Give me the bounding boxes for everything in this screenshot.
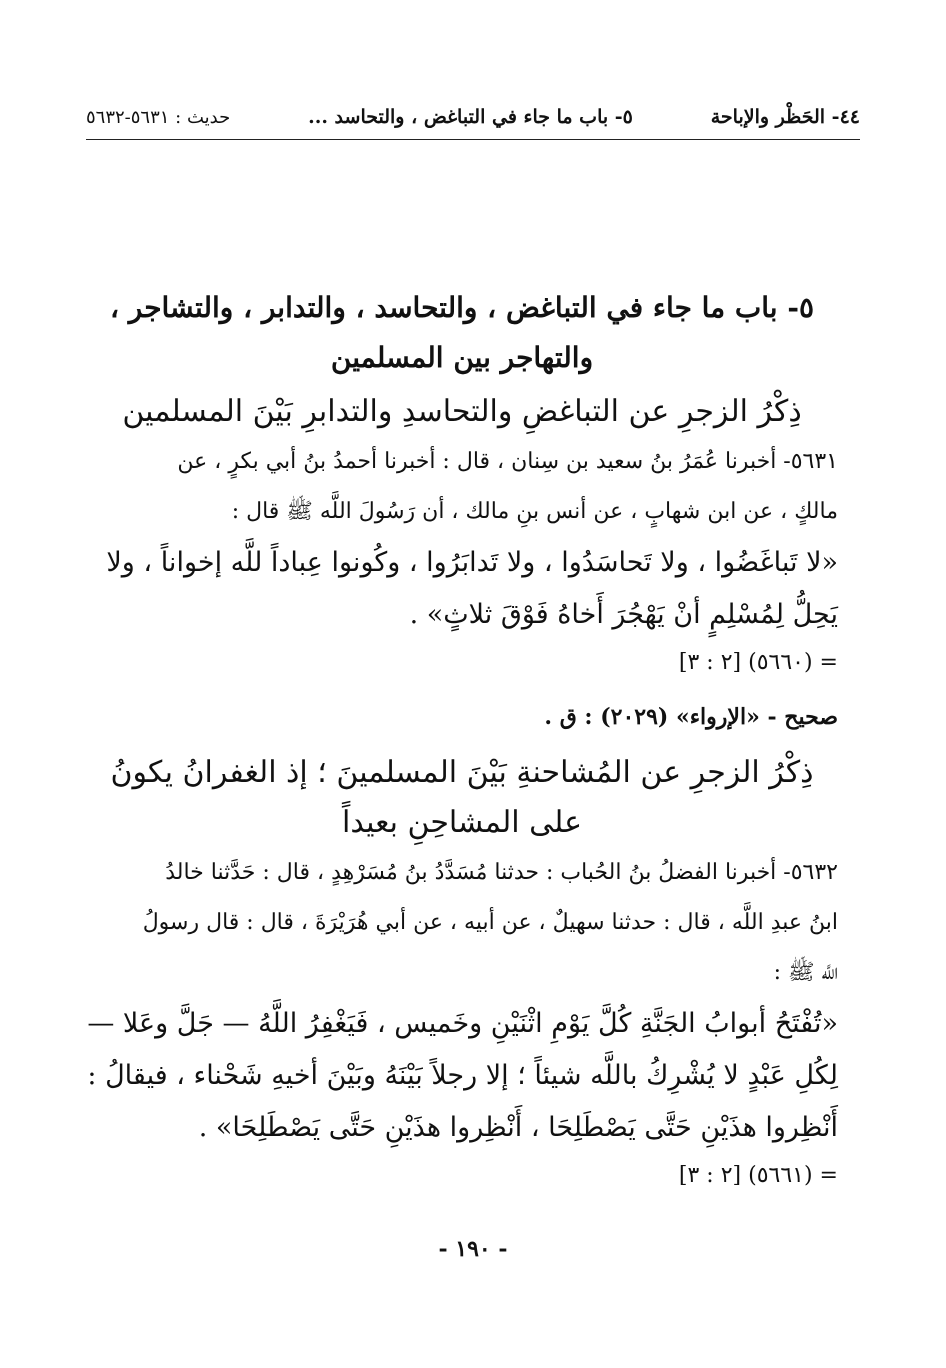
hadith-5631-matn-line1: «لا تَباغَضُوا ، ولا تَحاسَدُوا ، ولا تَدابَرُوا ، وكُونوا عِباداً للَّه إخواناً ، ولا — [106, 547, 838, 578]
hadith-5632-isnad-line1: ٥٦٣٢- أخبرنا الفضلُ بنُ الحُباب : حدثنا مُسَدَّدُ بنُ مُسَرْهِدٍ ، قال : حَدَّثنا خالدُ — [165, 860, 838, 885]
header-rule — [86, 139, 860, 140]
hadith-5631-isnad-line1: ٥٦٣١- أخبرنا عُمَرُ بنُ سعيد بن سِنان ، قال : أخبرنا أحمدُ بنُ أبي بكرٍ ، عن — [177, 449, 838, 474]
section-2-heading-line2: على المشاحِنِ بعيداً — [342, 805, 582, 840]
hadith-5631-isnad-line2: مالكٍ ، عن ابن شهابٍ ، عن أنس بنِ مالك ، أن رَسُولَ اللَّه ﷺ قال : — [231, 499, 838, 524]
hadith-5632-matn-line1: «تُفْتَحُ أبوابُ الجَنَّةِ كُلَّ يَوْمِ اثْنَيْنِ وخَميس ، فَيَغْفِرُ اللَّهُ — جَلَّ وعَلا — — [87, 1008, 838, 1039]
chapter-title-line2: والتهاجر بين المسلمين — [330, 341, 594, 374]
chapter-title — [86, 283, 838, 383]
header-book-section: ٤٤- الحَظْر والإباحة — [710, 106, 860, 128]
section-2 — [86, 748, 838, 1198]
section-1-heading: ذِكْرُ الزجرِ عن التباغضِ والتحاسدِ والتدابرِ بَيْنَ المسلمين — [122, 394, 802, 429]
hadith-5632-cross-ref: = (٥٦٦١) [٢ : ٣] — [678, 1163, 838, 1188]
chapter-title-line1: ٥- باب ما جاء في التباغض ، والتحاسد ، والتدابر ، والتشاجر ، — [109, 291, 814, 324]
hadith-5632-isnad-line3: اللَّه ﷺ : — [773, 960, 838, 985]
hadith-5632-isnad-line2: ابنُ عبدِ اللَّه ، قال : حدثنا سهيلٌ ، عن أبيه ، عن أبي هُرَيْرَةَ ، قال : قال رسولُ — [142, 910, 838, 935]
hadith-5631-cross-ref: = (٥٦٦٠) [٢ : ٣] — [678, 650, 838, 675]
header-chapter: ٥- باب ما جاء في التباغض ، والتحاسد ... — [308, 106, 633, 128]
hadith-5632-matn-line3: أَنْظِروا هذَيْنِ حَتَّى يَصْطَلِحَا ، أَنْظِروا هذَيْنِ حَتَّى يَصْطَلِحَا» . — [198, 1112, 838, 1143]
section-1 — [86, 387, 838, 739]
hadith-5631-matn-line2: يَحِلُّ لِمُسْلِمٍ أنْ يَهْجُرَ أَخاهُ فَوْقَ ثلاثٍ» . — [409, 599, 838, 630]
header-hadith-range: حديث : ٥٦٣١-٥٦٣٢ — [86, 106, 231, 128]
section-2-heading-line1: ذِكْرُ الزجرِ عن المُشاحنةِ بَيْنَ المسلمينَ ؛ إذ الغفرانُ يكونُ — [110, 755, 814, 790]
hadith-5631-grading: صحيح - «الإرواء» (٢٠٢٩) : ق . — [544, 704, 838, 730]
page-number: - ١٩٠ - — [438, 1236, 508, 1262]
hadith-5632-matn-line2: لِكُلِ عَبْدٍ لا يُشْرِكُ باللَّه شيئاً ؛ إلا رجلاً بَيْنَهُ وبَيْنَ أخيهِ شَحْناء ، فيقالُ : — [87, 1060, 838, 1091]
running-header — [86, 100, 860, 134]
